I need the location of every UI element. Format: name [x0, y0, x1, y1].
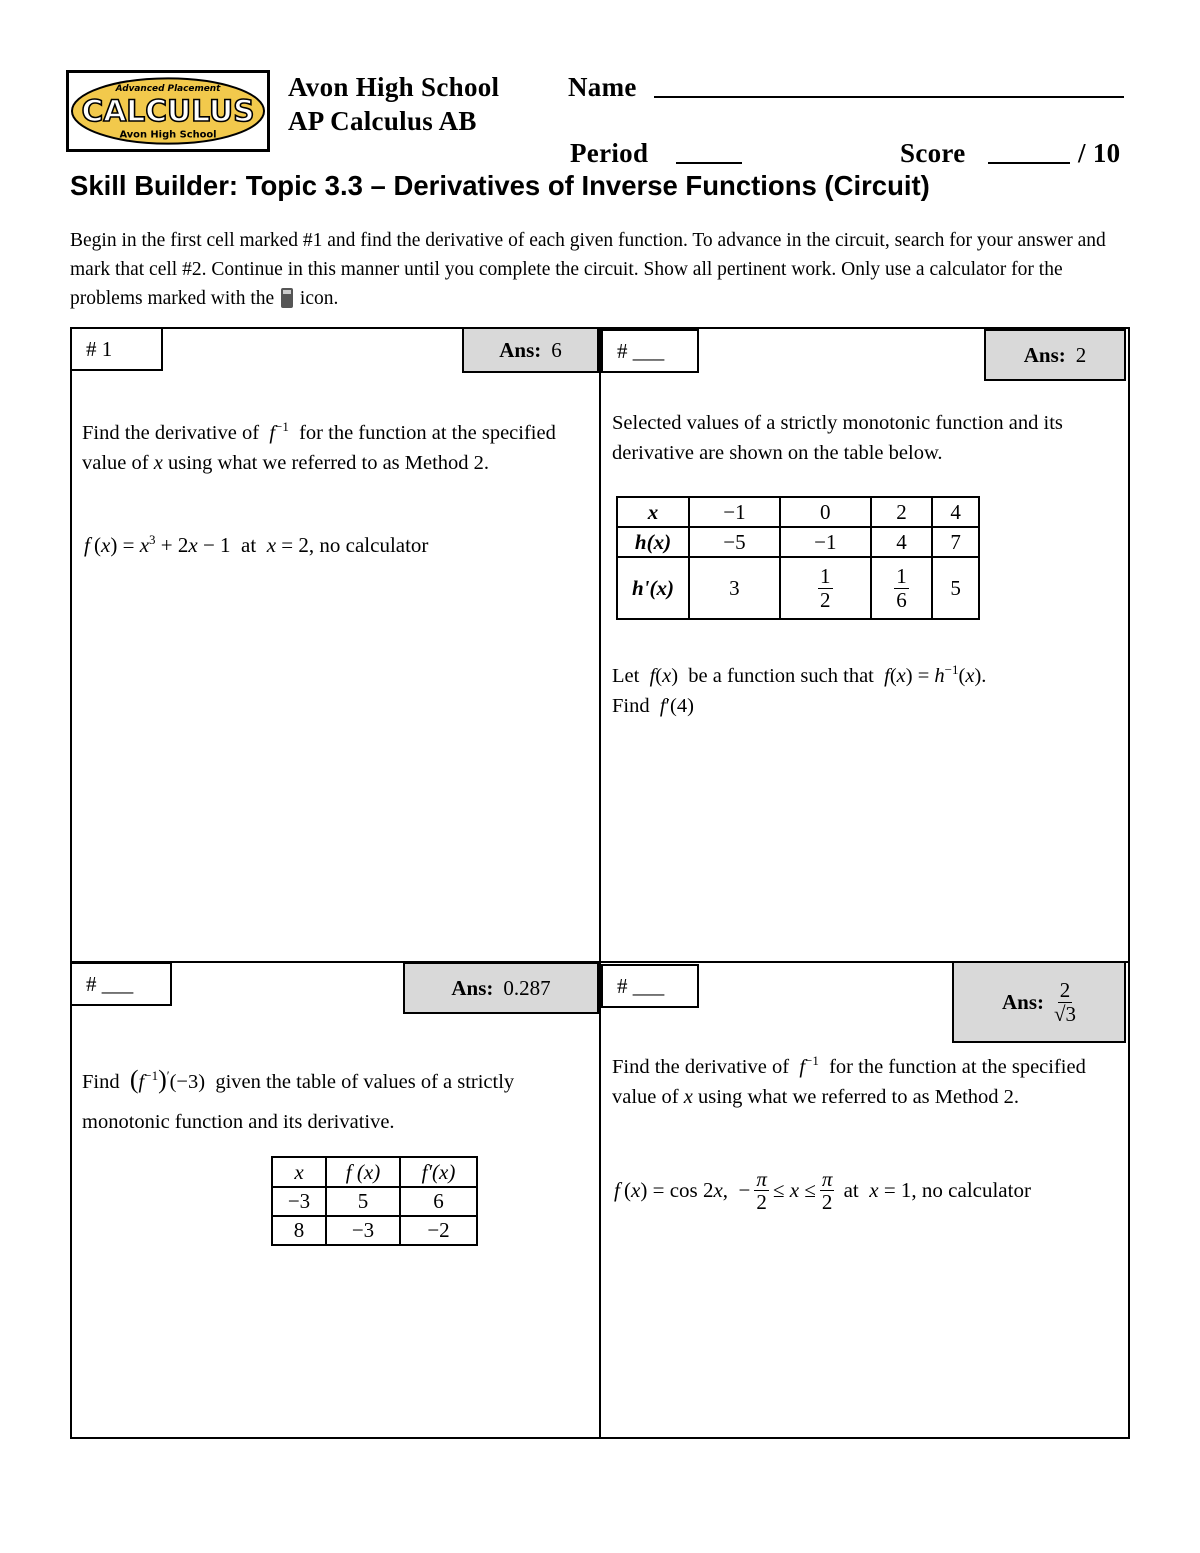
cell-2-x-0: −1 — [723, 499, 746, 524]
cell-3-answer-box — [403, 962, 599, 1014]
cell-3-number[interactable]: # ___ — [70, 962, 172, 1006]
cell-3-r1-x: 8 — [272, 1216, 326, 1245]
name-label: Name — [568, 72, 637, 102]
cell-1-prompt: Find the derivative of $f^{-1}$ for the function at the specified value of x using what we referred to as Method 2. — [82, 419, 556, 474]
calculus-logo-graphic — [69, 73, 267, 149]
instructions — [70, 226, 1130, 313]
cell-4-formula-tail: , no calculator — [911, 1178, 1031, 1203]
cell-2-table-header-x: x — [647, 499, 659, 524]
score-field[interactable] — [988, 162, 1070, 164]
cell-3-ans-value: 0.287 — [503, 975, 551, 1000]
grid-divider-vertical — [599, 327, 601, 1439]
period-field[interactable] — [676, 162, 742, 164]
cell-2-h-3: 7 — [950, 529, 961, 554]
cell-4-ans-label: Ans: — [1001, 989, 1044, 1014]
instructions-text: Begin in the first cell marked #1 and find the derivative of each given function. To advance in the circuit, search for your answer and mark that cell #2. Continue in this manner until you complete the circuit. Show all pertinent work. Only use a calculator for the problems marked with the — [70, 230, 1106, 309]
cell-4-prompt: Find the derivative of $f^{-1}$ for the function at the specified value of x using what we referred to as Method 2. — [612, 1053, 1086, 1108]
logo-main-text: CALCULUS — [81, 93, 255, 129]
calculus-logo — [66, 70, 270, 152]
cell-1-prompt-c: using what we referred to as Method 2. — [167, 451, 490, 474]
logo-bottom-text: Avon High School — [119, 129, 217, 141]
cell-3-header-fpx: f′(x) — [421, 1159, 456, 1184]
cell-3-prompt-text: given the table of values of a strictly monotonic function and its derivative. — [82, 1070, 515, 1133]
cell-2-values-table — [616, 496, 980, 620]
cell-3-prompt: Find $(f^{-1})'(-3)$ given the table of values of a strictly monotonic function and its derivative. — [82, 1064, 515, 1133]
cell-4-prompt-a: Find the derivative of — [612, 1055, 790, 1078]
cell-1-prompt-b: for the function at the specified value of — [82, 421, 556, 474]
calculator-icon — [281, 288, 293, 308]
cell-2-let-label: Let — [612, 664, 640, 687]
course-name: AP Calculus AB — [288, 106, 477, 136]
cell-2-prompt: Selected values of a strictly monotonic function and its derivative are shown on the table below. — [612, 412, 1063, 464]
cell-2-hp-1: $\frac{1}{2}$ — [820, 564, 831, 612]
cell-2-ans-value: 2 — [1075, 342, 1087, 367]
cell-1-formula-tail: , no calculator — [308, 533, 429, 557]
cell-2-table-header-hp: h'(x) — [632, 575, 674, 600]
period-label: Period — [570, 138, 649, 168]
cell-1-formula: f $(x) = x^3 + 2x - 1$ at x = 2, no calculator — [84, 532, 429, 557]
school-name: Avon High School — [288, 72, 500, 102]
cell-3-r0-fpx: 6 — [400, 1187, 477, 1216]
cell-4-formula: f (x) = cos 2x, − $\frac{\pi}{2}$ ≤ x ≤ $\frac{\pi}{2}$ at x = 1, no calculator — [614, 1167, 1031, 1215]
cell-2-number[interactable]: # ___ — [601, 329, 699, 373]
cell-2-h-0: −5 — [723, 529, 746, 554]
cell-2-let-mid: be a function such that — [688, 664, 874, 687]
cell-4-answer-box — [952, 961, 1126, 1043]
cell-2-hp-3: 5 — [950, 575, 961, 600]
cell-2-h-1: −1 — [814, 529, 837, 554]
cell-2-ans-label: Ans: — [1023, 342, 1066, 367]
cell-2-h-2: 4 — [896, 529, 907, 554]
instructions-tail: icon. — [299, 288, 339, 309]
cell-4-ans-fraction — [1054, 979, 1076, 1024]
page-title: Skill Builder: Topic 3.3 – Derivatives of Inverse Functions (Circuit) — [70, 170, 930, 201]
cell-2-table-header-h: h(x) — [634, 529, 672, 554]
cell-2-x-3: 4 — [950, 499, 961, 524]
cell-3-header-x: x — [294, 1159, 304, 1184]
cell-4-ans-num: 2 — [1059, 978, 1071, 1003]
cell-1-answer-box — [462, 327, 599, 373]
cell-4-prompt-c: using what we referred to as Method 2. — [697, 1085, 1020, 1108]
cell-2-hp-2: $\frac{1}{6}$ — [896, 564, 907, 612]
cell-3-r1-fpx: −2 — [400, 1216, 477, 1245]
cell-1-number[interactable]: # 1 — [70, 327, 163, 371]
cell-2-x-1: 0 — [820, 499, 831, 524]
cell-2-find-label: Find — [612, 694, 650, 717]
cell-1-prompt-a: Find the derivative of — [82, 421, 260, 444]
cell-3-values-table — [271, 1156, 478, 1246]
cell-2-hp-0: 3 — [729, 575, 740, 600]
score-label: Score — [900, 138, 966, 168]
cell-2-x-2: 2 — [896, 499, 907, 524]
logo-top-text: Advanced Placement — [115, 84, 221, 95]
cell-4-number[interactable]: # ___ — [601, 964, 699, 1008]
cell-3-r0-x: −3 — [272, 1187, 326, 1216]
cell-3-ans-label: Ans: — [451, 975, 494, 1000]
cell-3-r1-fx: −3 — [326, 1216, 400, 1245]
cell-2-let-statement: Let f(x) be a function such that $f(x) = h^{-1}(x)$. Find f′(4) — [612, 662, 987, 717]
cell-3-header-fx: f (x) — [345, 1159, 381, 1184]
name-field[interactable] — [654, 96, 1124, 98]
cell-1-ans-label: Ans: — [499, 337, 542, 362]
cell-3-find-label: Find — [82, 1070, 120, 1093]
cell-2-answer-box — [984, 329, 1126, 381]
cell-3-r0-fx: 5 — [326, 1187, 400, 1216]
cell-4-prompt-b: for the function at the specified value of — [612, 1055, 1086, 1108]
cell-1-ans-value: 6 — [551, 337, 562, 362]
score-total: / 10 — [1078, 138, 1121, 168]
cell-4-ans-den: √3 — [1053, 1001, 1077, 1026]
